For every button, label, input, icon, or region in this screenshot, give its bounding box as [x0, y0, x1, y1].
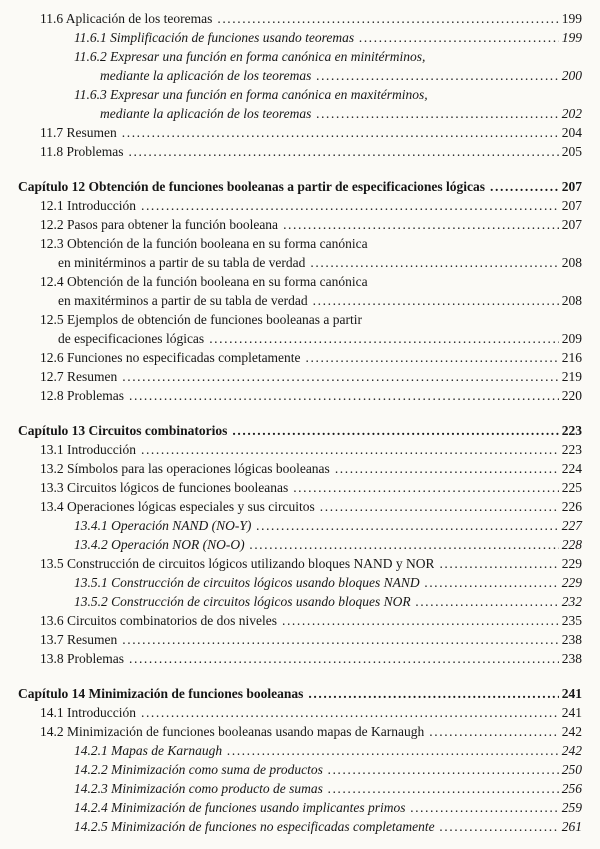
- toc-entry-text: 13.1 Introducción: [40, 442, 136, 457]
- toc-entry-line: [18, 516, 582, 535]
- toc-entry-line: [18, 177, 582, 196]
- toc-entry-line: [18, 440, 582, 459]
- toc-entry-text: mediante la aplicación de los teoremas: [100, 106, 312, 121]
- dot-leader: [316, 66, 558, 85]
- toc-entry-text: 12.5 Ejemplos de obtención de funciones booleanas a partir: [40, 312, 363, 327]
- toc-entry-line: [18, 421, 582, 440]
- dot-leader: [209, 329, 559, 348]
- dot-leader: [439, 554, 558, 573]
- toc-entry-text: 14.2.2 Minimización como suma de productos: [74, 762, 323, 777]
- dot-leader: [283, 215, 559, 234]
- toc-entry-text: 14.2.4 Minimización de funciones usando implicantes primos: [74, 800, 406, 815]
- toc-entry-line: [18, 234, 582, 253]
- toc-page-number: 202: [561, 106, 582, 121]
- toc-entry-text: 12.3 Obtención de la función booleana en su forma canónica: [40, 236, 368, 251]
- toc-entry-line: [18, 573, 582, 592]
- toc-entry-text: 11.7 Resumen: [40, 125, 117, 140]
- dot-leader: [490, 177, 559, 196]
- toc-entry-line: [18, 28, 582, 47]
- toc-entry-line: [18, 649, 582, 668]
- toc-entry-line: [18, 9, 582, 28]
- toc-entry-text: 11.6 Aplicación de los teoremas: [40, 11, 213, 26]
- toc-entry-text: 12.8 Problemas: [40, 388, 124, 403]
- toc-page-number: 199: [561, 11, 582, 26]
- toc-entry-line: [18, 196, 582, 215]
- dot-leader: [310, 253, 558, 272]
- toc-entry-line: [18, 104, 582, 123]
- toc-page-number: 208: [561, 255, 582, 270]
- toc-page-number: 261: [561, 819, 582, 834]
- toc-entry-text: 12.6 Funciones no especificadas completamente: [40, 350, 301, 365]
- toc-page-number: 207: [561, 179, 582, 194]
- toc-entry-text: 11.6.1 Simplificación de funciones usando teoremas: [74, 30, 355, 45]
- dot-leader: [308, 684, 558, 703]
- toc-entry-text: 13.6 Circuitos combinatorios de dos niveles: [40, 613, 277, 628]
- toc-page-number: 207: [561, 217, 582, 232]
- toc-entry-text: Capítulo 13 Circuitos combinatorios: [18, 423, 228, 438]
- toc-entry-text: 13.7 Resumen: [40, 632, 118, 647]
- toc-entry-text: mediante la aplicación de los teoremas: [100, 68, 312, 83]
- dot-leader: [416, 592, 559, 611]
- toc-entry-line: [18, 760, 582, 779]
- toc-page-number: 229: [561, 575, 582, 590]
- toc-entry-line: [18, 215, 582, 234]
- toc-entry-text: 12.1 Introducción: [40, 198, 136, 213]
- toc-entry-line: [18, 592, 582, 611]
- toc-page-number: 223: [561, 423, 582, 438]
- toc-entry-text: 14.2 Minimización de funciones booleanas usando mapas de Karnaugh: [40, 724, 425, 739]
- toc-entry-line: [18, 817, 582, 836]
- dot-leader: [232, 421, 558, 440]
- dot-leader: [440, 817, 559, 836]
- toc-entry-text: 12.7 Resumen: [40, 369, 118, 384]
- toc-page-number: 216: [561, 350, 582, 365]
- toc-page-number: 209: [561, 331, 582, 346]
- toc-entry-line: [18, 554, 582, 573]
- toc-entry-text: 13.4 Operaciones lógicas especiales y sus circuitos: [40, 499, 315, 514]
- toc-entry-text: 13.5.2 Construcción de circuitos lógicos usando bloques NOR: [74, 594, 411, 609]
- toc-entry-line: [18, 291, 582, 310]
- toc-page-number: 242: [561, 724, 582, 739]
- toc-page-number: 256: [561, 781, 582, 796]
- toc-entry-text: 12.4 Obtención de la función booleana en su forma canónica: [40, 274, 368, 289]
- toc-page-number: 238: [561, 651, 582, 666]
- dot-leader: [129, 649, 559, 668]
- toc-entry-text: 11.6.2 Expresar una función en forma canónica en minitérminos,: [74, 49, 426, 64]
- toc-entry-line: [18, 478, 582, 497]
- toc-entry-line: [18, 253, 582, 272]
- toc-page-number: 199: [561, 30, 582, 45]
- toc-entry-line: [18, 722, 582, 741]
- dot-leader: [335, 459, 559, 478]
- toc-page-number: 235: [561, 613, 582, 628]
- toc-entry-text: 13.4.1 Operación NAND (NO-Y): [74, 518, 252, 533]
- toc-entry-text: 13.5.1 Construcción de circuitos lógicos usando bloques NAND: [74, 575, 420, 590]
- dot-leader: [313, 291, 559, 310]
- toc-entry-line: [18, 142, 582, 161]
- toc-entry-line: [18, 386, 582, 405]
- dot-leader: [217, 9, 558, 28]
- toc-entry-text: 13.4.2 Operación NOR (NO-O): [74, 537, 245, 552]
- toc-page-number: 219: [561, 369, 582, 384]
- dot-leader: [429, 722, 558, 741]
- toc-entry-text: 13.5 Construcción de circuitos lógicos utilizando bloques NAND y NOR: [40, 556, 435, 571]
- dot-leader: [306, 348, 559, 367]
- toc-page-number: 225: [561, 480, 582, 495]
- toc-page-number: 208: [561, 293, 582, 308]
- toc-page-number: 259: [561, 800, 582, 815]
- toc-entry-line: [18, 123, 582, 142]
- toc-page-number: 223: [561, 442, 582, 457]
- toc-entry-line: [18, 630, 582, 649]
- toc-entry-text: 14.1 Introducción: [40, 705, 136, 720]
- toc-entry-text: 11.6.3 Expresar una función en forma canónica en maxitérminos,: [74, 87, 428, 102]
- toc-entry-line: [18, 85, 582, 104]
- toc-entry-text: 14.2.3 Minimización como producto de sumas: [74, 781, 323, 796]
- toc-entry-line: [18, 367, 582, 386]
- toc-entry-text: 11.8 Problemas: [40, 144, 124, 159]
- toc-entry-line: [18, 497, 582, 516]
- dot-leader: [129, 142, 559, 161]
- dot-leader: [141, 196, 559, 215]
- toc-entry-line: [18, 329, 582, 348]
- toc-entry-text: de especificaciones lógicas: [58, 331, 205, 346]
- toc-page-number: 241: [561, 686, 582, 701]
- toc-page-number: 220: [561, 388, 582, 403]
- toc-page-number: 227: [561, 518, 582, 533]
- dot-leader: [320, 497, 559, 516]
- dot-leader: [328, 779, 559, 798]
- toc-entry-line: [18, 741, 582, 760]
- toc-entry-text: 13.2 Símbolos para las operaciones lógicas booleanas: [40, 461, 330, 476]
- toc-page-number: 205: [561, 144, 582, 159]
- toc-page-number: 229: [561, 556, 582, 571]
- toc-entry-line: [18, 684, 582, 703]
- dot-leader: [293, 478, 559, 497]
- toc-entry-text: 14.2.1 Mapas de Karnaugh: [74, 743, 223, 758]
- dot-leader: [328, 760, 559, 779]
- toc-entry-text: 13.3 Circuitos lógicos de funciones booleanas: [40, 480, 289, 495]
- dot-leader: [282, 611, 559, 630]
- dot-leader: [141, 440, 559, 459]
- toc-page-number: 232: [561, 594, 582, 609]
- toc-page-number: 228: [561, 537, 582, 552]
- toc-entry-text: en minitérminos a partir de su tabla de verdad: [58, 255, 306, 270]
- toc-entry-line: [18, 348, 582, 367]
- toc-page-number: 226: [561, 499, 582, 514]
- dot-leader: [256, 516, 558, 535]
- toc-entry-text: en maxitérminos a partir de su tabla de verdad: [58, 293, 308, 308]
- dot-leader: [410, 798, 558, 817]
- toc-page-number: 238: [561, 632, 582, 647]
- toc-entry-line: [18, 310, 582, 329]
- dot-leader: [122, 123, 559, 142]
- toc-page-number: 224: [561, 461, 582, 476]
- toc-list: [18, 9, 582, 836]
- dot-leader: [359, 28, 559, 47]
- toc-page-number: 250: [561, 762, 582, 777]
- toc-entry-line: [18, 47, 582, 66]
- toc-page-number: 241: [561, 705, 582, 720]
- toc-entry-line: [18, 66, 582, 85]
- dot-leader: [227, 741, 559, 760]
- toc-page-number: 204: [561, 125, 582, 140]
- toc-entry-line: [18, 459, 582, 478]
- toc-entry-line: [18, 798, 582, 817]
- toc-entry-text: 12.2 Pasos para obtener la función booleana: [40, 217, 279, 232]
- dot-leader: [141, 703, 559, 722]
- toc-entry-line: [18, 611, 582, 630]
- dot-leader: [129, 386, 559, 405]
- toc-page-number: 242: [561, 743, 582, 758]
- toc-entry-line: [18, 703, 582, 722]
- dot-leader: [250, 535, 559, 554]
- toc-page-number: 207: [561, 198, 582, 213]
- toc-entry-text: Capítulo 12 Obtención de funciones booleanas a partir de especificaciones lógicas: [18, 179, 486, 194]
- toc-page-number: 200: [561, 68, 582, 83]
- toc-entry-line: [18, 272, 582, 291]
- dot-leader: [122, 630, 559, 649]
- dot-leader: [122, 367, 559, 386]
- dot-leader: [316, 104, 558, 123]
- toc-entry-text: 14.2.5 Minimización de funciones no especificadas completamente: [74, 819, 435, 834]
- toc-entry-line: [18, 535, 582, 554]
- toc-entry-text: 13.8 Problemas: [40, 651, 124, 666]
- dot-leader: [425, 573, 559, 592]
- toc-entry-text: Capítulo 14 Minimización de funciones booleanas: [18, 686, 304, 701]
- toc-entry-line: [18, 779, 582, 798]
